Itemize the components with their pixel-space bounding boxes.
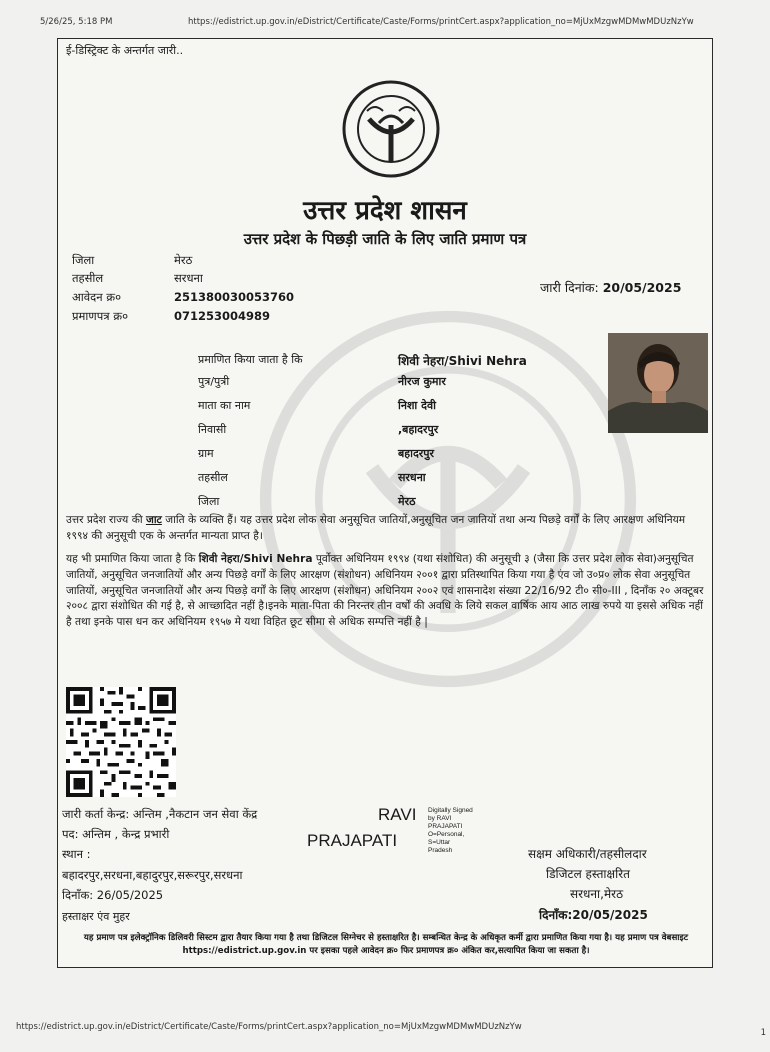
detail-row: [198, 352, 527, 368]
detail-label: निवासी: [198, 423, 227, 436]
meta-value: मेरठ: [174, 253, 193, 267]
print-url: https://edistrict.up.gov.in/eDistrict/Certificate/Caste/Forms/printCert.aspx?application_no=MjUxMzgwMDMwMDUzNzYw: [188, 17, 694, 27]
issue-date-value: 20/05/2025: [602, 280, 682, 295]
digital-signature-label: डिजिटल हस्ताक्षरित: [546, 867, 630, 881]
up-government-emblem-icon: [341, 79, 441, 179]
officer-title: सक्षम अधिकारी/तहसीलदार: [528, 847, 647, 861]
place-value: बहादरपुर,सरधना,बहादुरपुर,सरूरपुर,सरधना: [62, 868, 243, 882]
certificate-title: उत्तर प्रदेश के पिछड़ी जाति के लिए जाति प्रमाण पत्र: [243, 230, 527, 248]
issuing-center: जारी कर्ता केन्द्र: अन्तिम ,नैकटान जन सेवा केंद्र: [62, 807, 258, 821]
issue-date-left: दिनाँक: 26/05/2025: [62, 888, 164, 902]
sign-line: Digitally Signed: [428, 807, 473, 814]
sign-line: S=Uttar: [428, 839, 451, 846]
sign-line: by RAVI: [428, 815, 452, 822]
para2-name: शिवी नेहरा/Shivi Nehra: [198, 553, 313, 565]
detail-value: बहादरपुर: [398, 447, 435, 460]
applicant-photo: [608, 333, 708, 433]
meta-label: जिला: [72, 253, 95, 267]
page-number: 1: [760, 1028, 766, 1038]
signature-and-seal-label: हस्ताक्षर एंव मुहर: [62, 910, 130, 923]
signer-first-name: RAVI: [378, 805, 417, 824]
officer-date: दिनाँक:20/05/2025: [539, 908, 648, 922]
sign-line: Pradesh: [428, 847, 453, 854]
detail-value: ,बहादरपुर: [398, 423, 439, 436]
place-label: स्थान :: [62, 847, 91, 861]
detail-row: [198, 470, 426, 485]
detail-value: मेरठ: [398, 495, 416, 508]
qr-code-icon: [66, 687, 176, 797]
detail-label: ग्राम: [198, 447, 214, 460]
sign-line: O=Personal,: [428, 831, 465, 838]
meta-value: 071253004989: [174, 309, 271, 323]
caste-certificate: [57, 38, 713, 968]
detail-label: पुत्र/पुत्री: [198, 375, 230, 388]
issued-under-label: ई-डिस्ट्रिक्ट के अन्तर्गत जारी..: [66, 44, 184, 57]
detail-label: प्रमाणित किया जाता है कि: [198, 353, 303, 366]
meta-value: सरधना: [174, 271, 203, 285]
officer-place: सरधना,मेरठ: [570, 887, 624, 901]
detail-value: निशा देवी: [398, 399, 436, 412]
issue-date-label: जारी दिनांक:: [540, 280, 599, 295]
caste-paragraph: [66, 513, 706, 545]
sign-line: PRAJAPATI: [428, 823, 463, 830]
para2-pre: यह भी प्रमाणित किया जाता है कि: [66, 553, 199, 565]
detail-value: नीरज कुमार: [398, 375, 446, 388]
certification-paragraph: [66, 552, 706, 631]
detail-label: जिला: [198, 495, 220, 508]
issue-date: [540, 279, 681, 296]
para2-post: पूर्वोक्त अधिनियम १९९४ (यथा संशोधित) की अनुसूची ३ (जैसा कि उत्तर प्रदेश लोक सेवा)अनुसूचित जातियों, अनुसूचित जनजातियों और अन्य पिछड़े वर्गों के लिए आरक्षण (संशोधन) अधिनियम २००१ द्वारा प्रतिस्थापित किया गया है एंव जो उ०प्र० लोक सेवा अनुसूचित जातियों, अनुसूचित जनजातियों और अन्य पिछड़े वर्गों के लिए आरक्षण (संशोधन) अधिनियम २००२ एवं शासनादेश संख्या 22/16/92 टी० सी०-III , दिनाँक २० अक्टूबर २००८ द्वारा संशोधित की गई है, से आच्छादित नहीं है।इनके माता-पिता की निरन्तर तीन वर्षों की अवधि के लिये सकल वार्षिक आय आठ लाख रुपये या इससे अधिक नहीं है तथा इनके पास धन कर अधिनियम १९५७ मे यथा विहित छूट सीमा से अधिक सम्पत्ति नहीं है |: [66, 553, 704, 629]
meta-label: तहसील: [72, 271, 104, 285]
verification-note: यह प्रमाण पत्र इलेक्ट्रॉनिक डिलिवरी सिस्टम द्वारा तैयार किया गया है तथा डिजिटल सिग्नेचर से हस्ताक्षरित है। सम्बन्धित केन्द्र के अधिकृत कर्मी द्वारा प्रमाणित किया गया है। यह प्रमाण पत्र वेबसाइट https://edistrict.up.gov.in पर इसका पहले आवेदन क्र० फिर प्रमाणपत्र क्र० अंकित कर,सत्यापित किया जा सकता है।: [83, 933, 689, 956]
meta-value: 251380030053760: [174, 290, 295, 304]
detail-row: [198, 494, 416, 509]
detail-label: माता का नाम: [198, 399, 251, 412]
detail-row: [198, 398, 436, 413]
digital-signature-stamp: [428, 807, 473, 855]
detail-row: [198, 446, 435, 461]
detail-label: तहसील: [198, 471, 228, 484]
detail-value: सरधना: [398, 471, 426, 484]
government-title: उत्तर प्रदेश शासन: [303, 196, 467, 226]
para1-post: जाति के व्यक्ति हैं। यह उत्तर प्रदेश लोक सेवा अनुसूचित जातियों,अनुसूचित जन जातियों तथा अन्य पिछड़े वर्गों के लिए आरक्षण अधिनियम १९९४ की अनुसूची एक के अन्तर्गत मान्यता प्राप्त है।: [66, 514, 686, 542]
meta-label: प्रमाणपत्र क्र०: [72, 309, 129, 323]
meta-label: आवेदन क्र०: [72, 290, 122, 304]
para1-pre: उत्तर प्रदेश राज्य की: [66, 514, 146, 526]
issuer-post: पद: अन्तिम , केन्द्र प्रभारी: [62, 827, 170, 841]
detail-row: [198, 422, 439, 437]
caste-name: जाट: [145, 514, 162, 526]
detail-row: [198, 374, 446, 389]
signer-last-name: PRAJAPATI: [307, 831, 398, 850]
print-timestamp: 5/26/25, 5:18 PM: [40, 17, 113, 27]
print-footer-url: https://edistrict.up.gov.in/eDistrict/Certificate/Caste/Forms/printCert.aspx?application_no=MjUxMzgwMDMwMDUzNzYw: [16, 1022, 522, 1032]
applicant-name: शिवी नेहरा/Shivi Nehra: [398, 354, 527, 368]
